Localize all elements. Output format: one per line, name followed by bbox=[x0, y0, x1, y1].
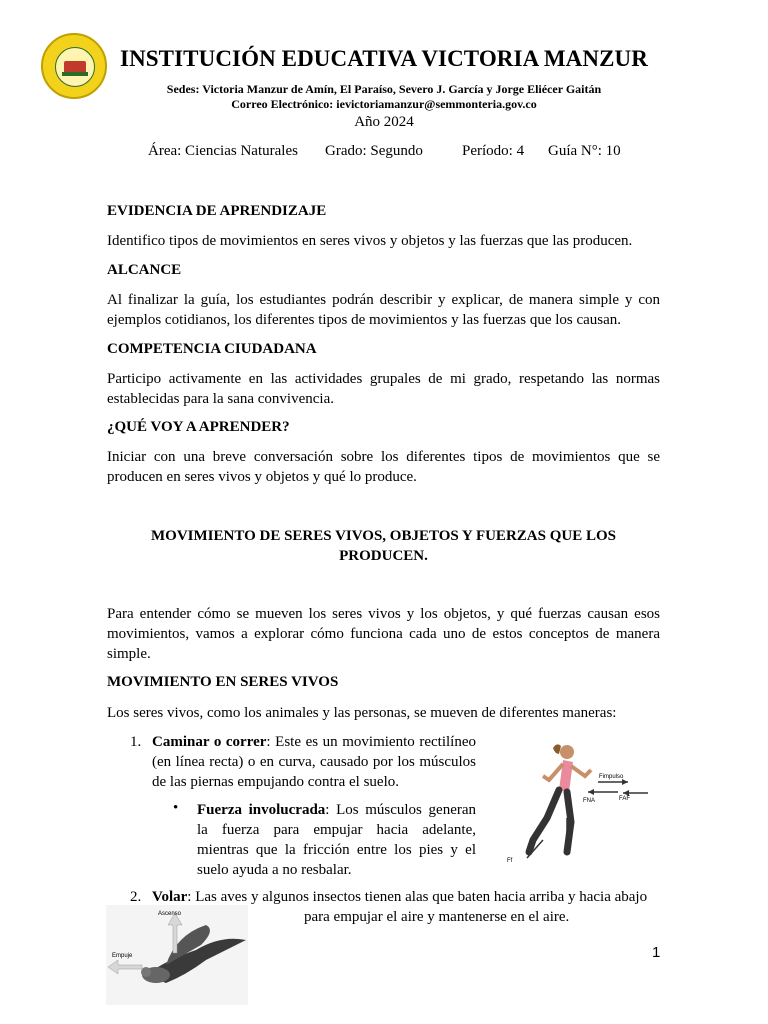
list-item-2 bbox=[152, 887, 660, 907]
sedes-line: Sedes: Victoria Manzur de Amín, El Paraíso, Severo J. García y Jorge Eliécer Gaitán bbox=[166, 82, 602, 96]
list-item-1 bbox=[152, 732, 476, 792]
runner-label-fna: FNA bbox=[583, 798, 595, 804]
list-number-1: 1. bbox=[130, 734, 142, 750]
page-number: 1 bbox=[652, 944, 661, 961]
bullet-icon: • bbox=[173, 800, 179, 816]
competencia-text: Participo activamente en las actividades grupales de mi grado, respetando las normas establecidas para la sana convivencia. bbox=[107, 371, 660, 407]
seres-heading: MOVIMIENTO EN SERES VIVOS bbox=[107, 674, 339, 690]
list-number-2: 2. bbox=[130, 889, 142, 905]
bird-figure bbox=[106, 905, 248, 1005]
aprender-heading: ¿QUÉ VOY A APRENDER? bbox=[107, 419, 290, 435]
alcance-heading: ALCANCE bbox=[107, 262, 182, 278]
bird-label-ascenso: Ascenso bbox=[158, 911, 182, 917]
runner-label-ff: Ff bbox=[507, 858, 513, 864]
runner-label-impulso: Fimpulso bbox=[599, 774, 624, 780]
area-label: Área: Ciencias Naturales bbox=[148, 143, 298, 159]
bullet-item-1-term: Fuerza involucrada bbox=[197, 802, 326, 818]
runner-label-faf: FAF bbox=[619, 796, 631, 802]
alcance-text: Al finalizar la guía, los estudiantes podrán describir y explicar, de manera simple y con ejemplos cotidianos, los diferentes tipos de movimientos y las fuerzas que los causan. bbox=[107, 292, 660, 328]
year-line: Año 2024 bbox=[354, 114, 414, 130]
email-line: Correo Electrónico: ievictoriamanzur@semmonteria.gov.co bbox=[231, 97, 537, 111]
intro-text: Para entender cómo se mueven los seres vivos y los objetos, y qué fuerzas causan esos movimientos, vamos a explorar cómo funciona cada uno de estos conceptos de manera simple. bbox=[107, 606, 660, 662]
institution-title: INSTITUCIÓN EDUCATIVA VICTORIA MANZUR bbox=[120, 46, 648, 71]
runner-figure bbox=[503, 740, 663, 868]
grado-label: Grado: Segundo bbox=[325, 143, 423, 159]
list-item-2-term: Volar bbox=[152, 889, 188, 905]
periodo-label: Período: 4 bbox=[462, 143, 525, 159]
main-heading: MOVIMIENTO DE SERES VIVOS, OBJETOS Y FUERZAS QUE LOS PRODUCEN. bbox=[151, 528, 616, 564]
bird-label-empuje: Empuje bbox=[112, 953, 133, 959]
aprender-text: Iniciar con una breve conversación sobre los diferentes tipos de movimientos que se producen en seres vivos y objetos y qué lo produce. bbox=[107, 449, 660, 485]
list-item-1-text: : Este es un movimiento rectilíneo (en línea recta) o en curva, causado por los músculos de las piernas empujando contra el suelo. bbox=[152, 734, 476, 790]
evidencia-heading: EVIDENCIA DE APRENDIZAJE bbox=[107, 203, 327, 219]
evidencia-text: Identifico tipos de movimientos en seres vivos y objetos y las fuerzas que las producen. bbox=[107, 233, 633, 249]
list-item-2-continuation: para empujar el aire y mantenerse en el aire. bbox=[304, 909, 570, 925]
bullet-item-1 bbox=[197, 800, 476, 880]
bullet-item-1-text: : Los músculos generan la fuerza para empujar hacia adelante, mientras que la fricción entre los pies y el suelo ayuda a no resbalar. bbox=[197, 802, 476, 878]
seres-text: Los seres vivos, como los animales y las personas, se mueven de diferentes maneras: bbox=[107, 705, 617, 721]
competencia-heading: COMPETENCIA CIUDADANA bbox=[107, 341, 317, 357]
list-item-2-text: : Las aves y algunos insectos tienen alas que baten hacia arriba y hacia abajo bbox=[187, 889, 648, 905]
guia-label: Guía N°: 10 bbox=[548, 143, 621, 159]
list-item-1-term: Caminar o correr bbox=[152, 734, 267, 750]
